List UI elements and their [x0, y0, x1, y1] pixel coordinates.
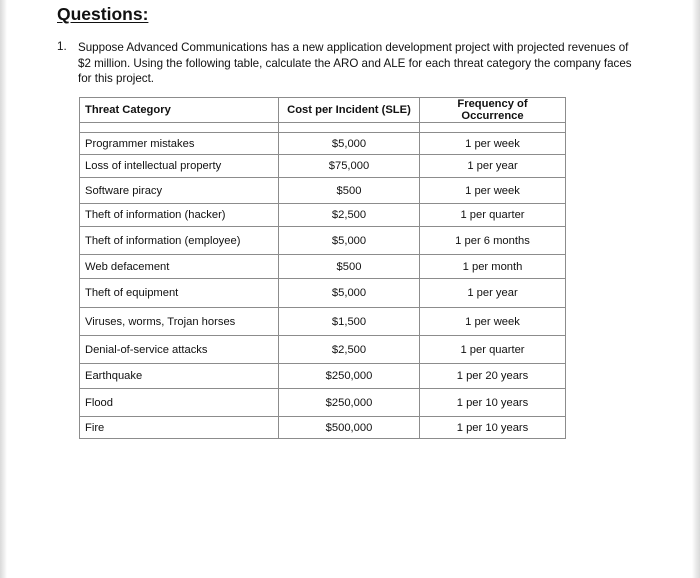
table-row — [80, 308, 566, 336]
cell-cost-per-incident: $2,500 — [279, 204, 420, 227]
table-spacer-row — [80, 123, 566, 133]
cell-cost-per-incident: $250,000 — [279, 389, 420, 417]
cell-frequency: 1 per year — [420, 155, 566, 178]
cell-frequency: 1 per 10 years — [420, 389, 566, 417]
cell-frequency: 1 per quarter — [420, 204, 566, 227]
cell-threat-category: Theft of information (employee) — [80, 227, 279, 255]
cell-cost-per-incident: $500 — [279, 255, 420, 279]
table-row — [80, 364, 566, 389]
table-row — [80, 417, 566, 439]
cell-threat-category: Fire — [80, 417, 279, 439]
threat-table — [79, 97, 566, 439]
cell-frequency: 1 per quarter — [420, 336, 566, 364]
cell-threat-category: Software piracy — [80, 178, 279, 204]
cell-frequency: 1 per 10 years — [420, 417, 566, 439]
cell-cost-per-incident: $250,000 — [279, 364, 420, 389]
cell-frequency: 1 per 20 years — [420, 364, 566, 389]
table-body — [80, 123, 566, 439]
cell-frequency: 1 per week — [420, 308, 566, 336]
cell-cost-per-incident: $500 — [279, 178, 420, 204]
page-shadow-right — [692, 0, 700, 578]
cell-threat-category: Denial-of-service attacks — [80, 336, 279, 364]
table-row — [80, 155, 566, 178]
cell-cost-per-incident: $5,000 — [279, 133, 420, 155]
cell-threat-category: Theft of equipment — [80, 279, 279, 308]
table-row — [80, 204, 566, 227]
table-row — [80, 389, 566, 417]
cell-threat-category: Loss of intellectual property — [80, 155, 279, 178]
cell-threat-category: Web defacement — [80, 255, 279, 279]
questions-heading: Questions: — [57, 4, 149, 24]
cell-cost-per-incident: $2,500 — [279, 336, 420, 364]
header-threat-category: Threat Category — [80, 98, 279, 123]
header-frequency: Frequency of Occurrence — [420, 98, 566, 123]
cell-threat-category: Programmer mistakes — [80, 133, 279, 155]
page-shadow-left — [0, 0, 7, 578]
cell-frequency: 1 per week — [420, 178, 566, 204]
cell-frequency: 1 per year — [420, 279, 566, 308]
table-row — [80, 279, 566, 308]
question-number: 1. — [57, 40, 67, 53]
table-row — [80, 255, 566, 279]
table-row — [80, 336, 566, 364]
cell-frequency: 1 per 6 months — [420, 227, 566, 255]
header-cost-per-incident: Cost per Incident (SLE) — [279, 98, 420, 123]
table-row — [80, 227, 566, 255]
cell-threat-category: Viruses, worms, Trojan horses — [80, 308, 279, 336]
table-row — [80, 178, 566, 204]
cell-cost-per-incident: $75,000 — [279, 155, 420, 178]
cell-frequency: 1 per month — [420, 255, 566, 279]
cell-cost-per-incident: $5,000 — [279, 227, 420, 255]
table-header-row — [80, 98, 566, 123]
table-row — [80, 133, 566, 155]
cell-cost-per-incident: $500,000 — [279, 417, 420, 439]
cell-threat-category: Theft of information (hacker) — [80, 204, 279, 227]
cell-cost-per-incident: $1,500 — [279, 308, 420, 336]
cell-threat-category: Flood — [80, 389, 279, 417]
cell-cost-per-incident: $5,000 — [279, 279, 420, 308]
cell-frequency: 1 per week — [420, 133, 566, 155]
question-text: Suppose Advanced Communications has a new application development project with projected revenues of $2 million. Using the following table, calculate the ARO and ALE for each threat category the company faces for this project. — [78, 41, 632, 85]
cell-threat-category: Earthquake — [80, 364, 279, 389]
